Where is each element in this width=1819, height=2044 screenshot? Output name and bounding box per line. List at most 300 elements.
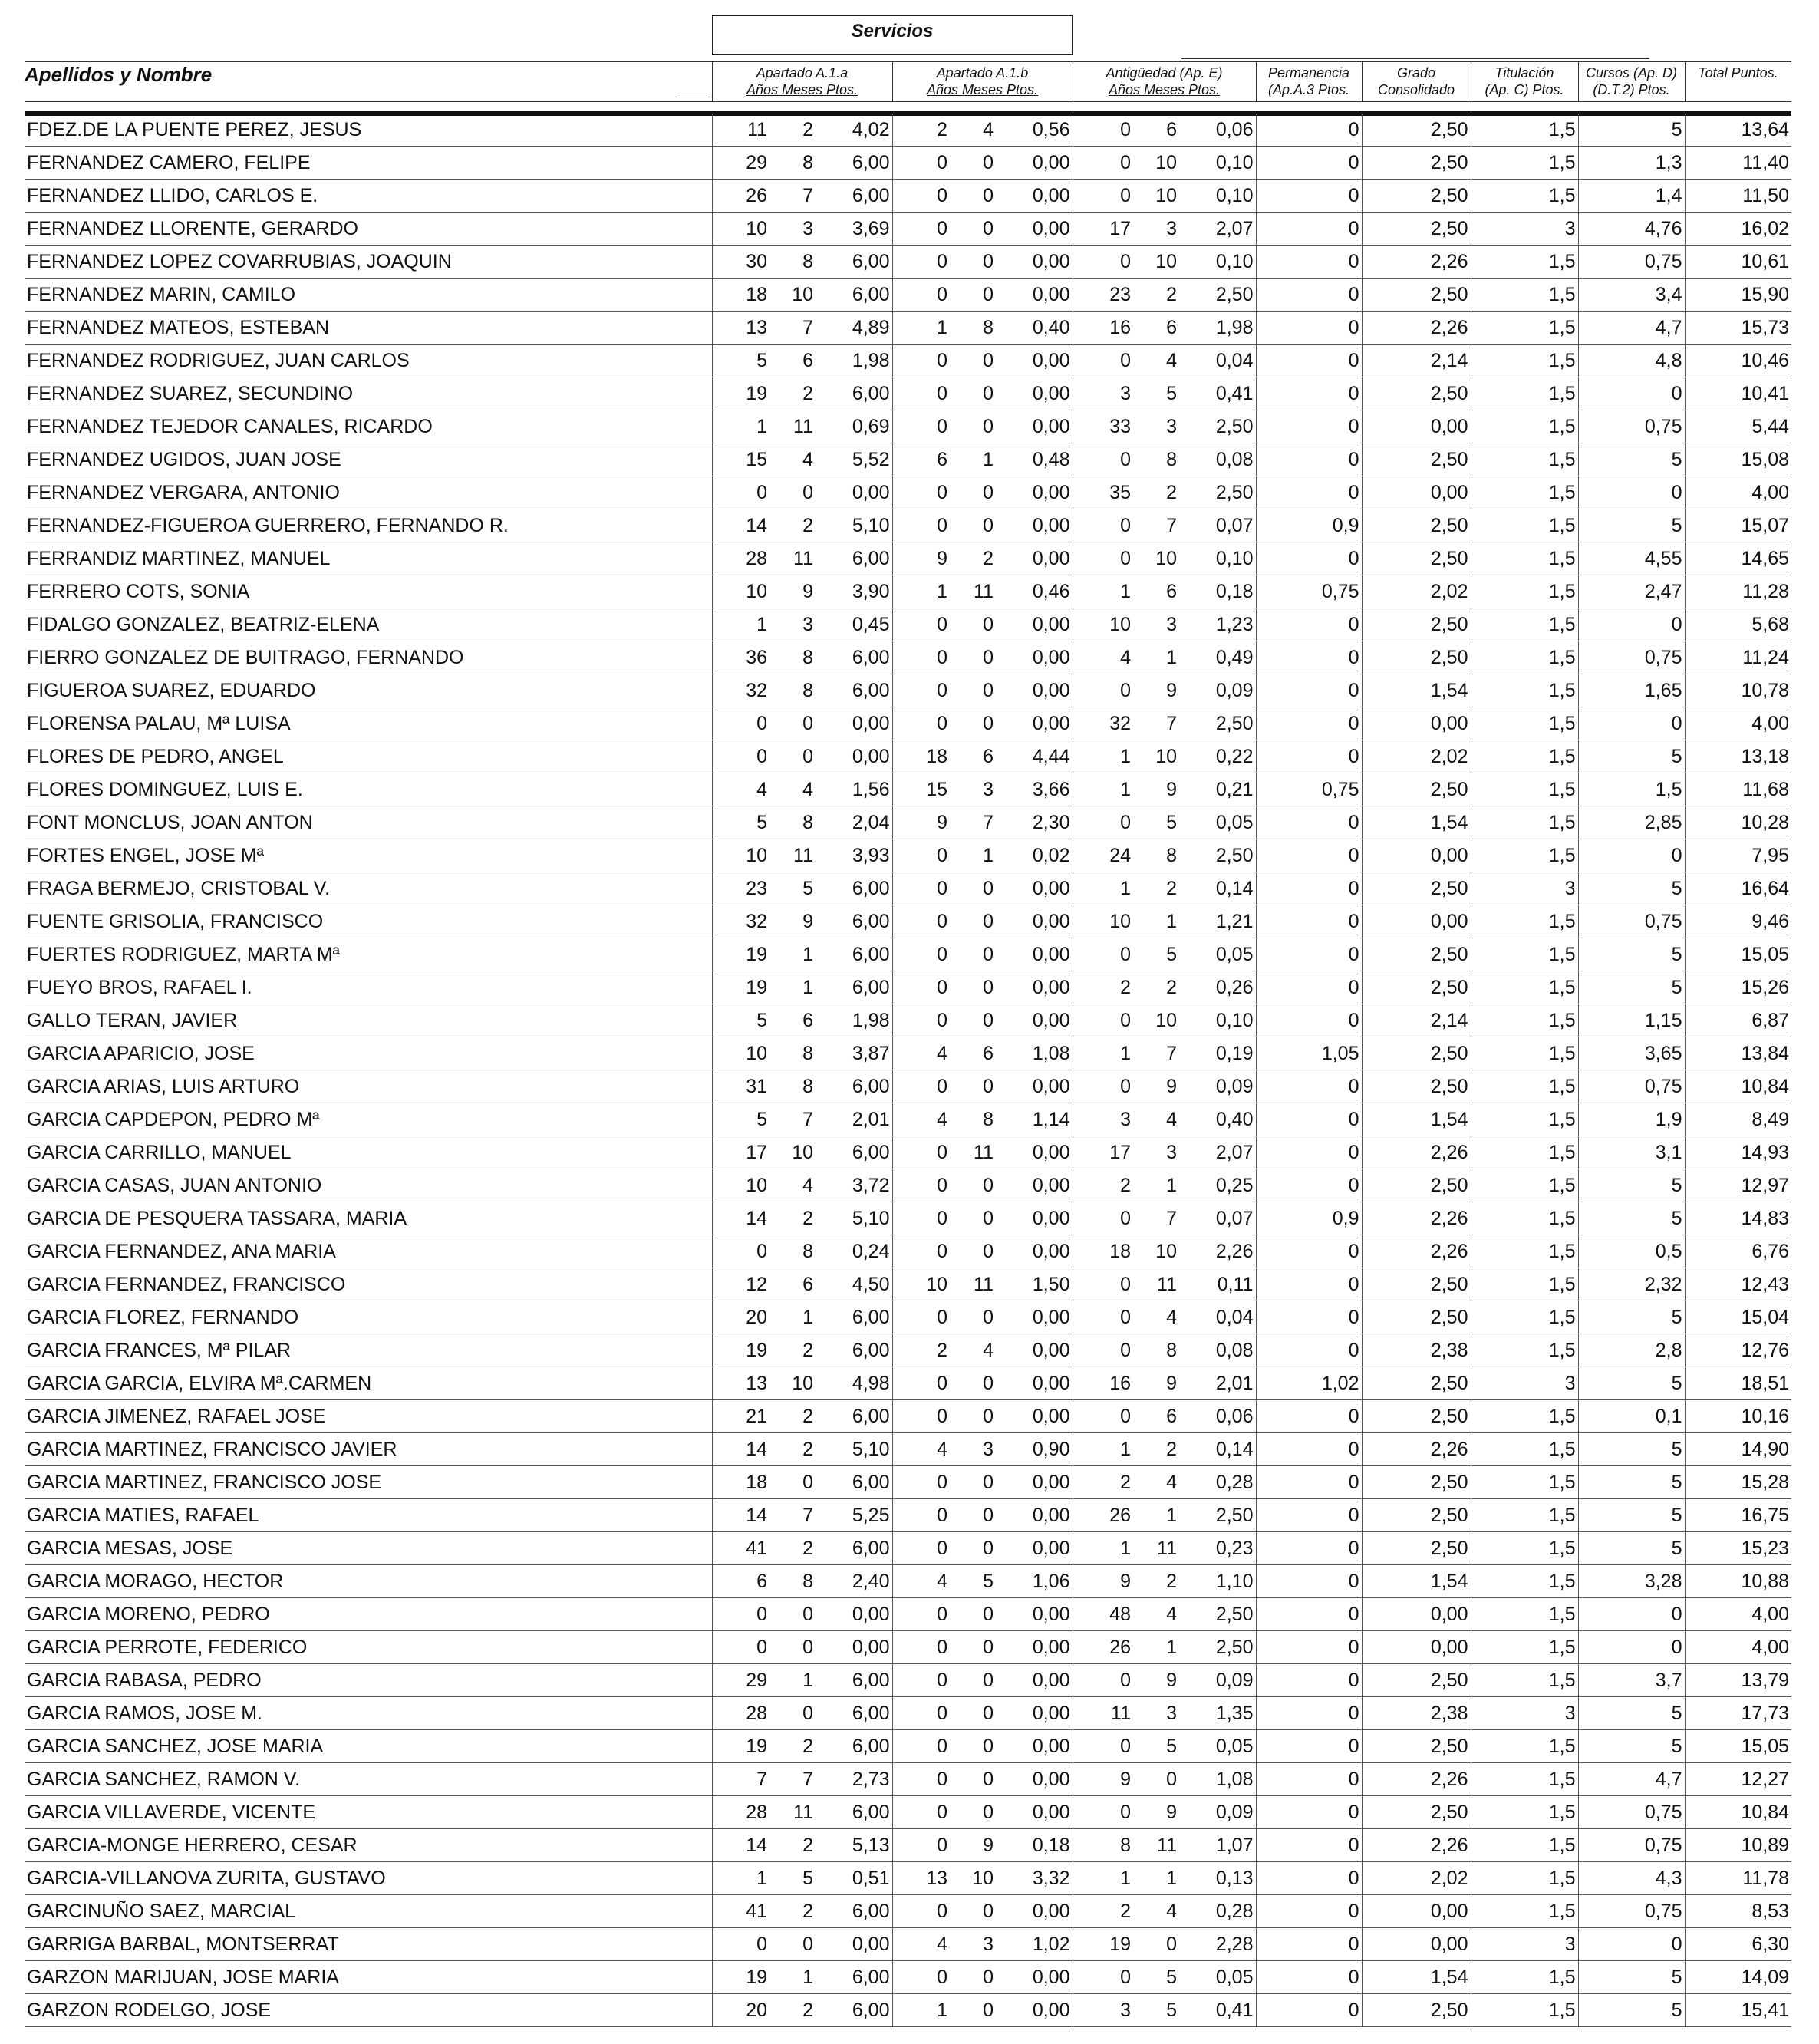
cell-grado: 2,50 bbox=[1362, 1070, 1471, 1103]
table-row bbox=[25, 1796, 1791, 1829]
cell-grado: 2,50 bbox=[1362, 1301, 1471, 1334]
cell-antig-meses: 3 bbox=[1133, 213, 1179, 246]
cell-a1a-ptos: 6,00 bbox=[816, 1994, 892, 2027]
cell-cursos: 5 bbox=[1578, 1169, 1685, 1202]
cell-total: 10,16 bbox=[1685, 1400, 1791, 1433]
cell-name: GARCIA DE PESQUERA TASSARA, MARIA bbox=[25, 1202, 712, 1235]
cell-a1a-ptos: 6,00 bbox=[816, 1697, 892, 1730]
cell-a1a-ptos: 6,00 bbox=[816, 542, 892, 575]
cell-a1a-ptos: 6,00 bbox=[816, 1466, 892, 1499]
cell-permanencia: 0 bbox=[1256, 740, 1362, 773]
cell-a1a-anos: 23 bbox=[712, 872, 769, 905]
cell-titulacion: 1,5 bbox=[1471, 1895, 1578, 1928]
cell-a1b-ptos: 0,00 bbox=[996, 1598, 1073, 1631]
cell-a1b-anos: 0 bbox=[892, 1532, 950, 1565]
cell-total: 15,05 bbox=[1685, 1730, 1791, 1763]
cell-a1b-ptos: 0,00 bbox=[996, 180, 1073, 213]
cell-antig-ptos: 2,50 bbox=[1179, 476, 1256, 509]
cell-total: 13,79 bbox=[1685, 1664, 1791, 1697]
cell-a1b-meses: 11 bbox=[950, 575, 996, 608]
cell-a1a-meses: 2 bbox=[769, 1433, 816, 1466]
cell-cursos: 5 bbox=[1578, 872, 1685, 905]
cell-antig-ptos: 1,07 bbox=[1179, 1829, 1256, 1862]
cell-total: 15,08 bbox=[1685, 443, 1791, 476]
cell-titulacion: 1,5 bbox=[1471, 1796, 1578, 1829]
cell-a1a-anos: 19 bbox=[712, 377, 769, 410]
cell-a1a-anos: 32 bbox=[712, 905, 769, 938]
cell-a1a-meses: 7 bbox=[769, 1499, 816, 1532]
cell-name: FIDALGO GONZALEZ, BEATRIZ-ELENA bbox=[25, 608, 712, 641]
cell-a1a-meses: 7 bbox=[769, 1763, 816, 1796]
cell-a1a-meses: 8 bbox=[769, 806, 816, 839]
scores-table bbox=[25, 114, 1791, 2027]
header-top-rule bbox=[25, 61, 1791, 62]
cell-a1a-anos: 10 bbox=[712, 1169, 769, 1202]
cell-a1b-ptos: 0,00 bbox=[996, 971, 1073, 1004]
cell-grado: 0,00 bbox=[1362, 905, 1471, 938]
cell-a1a-meses: 2 bbox=[769, 1730, 816, 1763]
cell-cursos: 0,75 bbox=[1578, 1829, 1685, 1862]
cell-antig-ptos: 0,10 bbox=[1179, 1004, 1256, 1037]
cell-name: GARCIA SANCHEZ, JOSE MARIA bbox=[25, 1730, 712, 1763]
cell-a1a-anos: 1 bbox=[712, 1862, 769, 1895]
cell-antig-anos: 0 bbox=[1073, 1202, 1133, 1235]
cell-a1a-anos: 19 bbox=[712, 1334, 769, 1367]
cell-grado: 2,50 bbox=[1362, 377, 1471, 410]
cell-antig-meses: 5 bbox=[1133, 1730, 1179, 1763]
cell-total: 15,23 bbox=[1685, 1532, 1791, 1565]
cell-a1a-meses: 8 bbox=[769, 1565, 816, 1598]
cell-titulacion: 1,5 bbox=[1471, 1499, 1578, 1532]
cell-a1b-anos: 0 bbox=[892, 1631, 950, 1664]
cell-a1a-ptos: 6,00 bbox=[816, 641, 892, 674]
cell-a1a-anos: 19 bbox=[712, 1961, 769, 1994]
cell-name: FLORENSA PALAU, Mª LUISA bbox=[25, 707, 712, 740]
cell-name: FLORES DE PEDRO, ANGEL bbox=[25, 740, 712, 773]
cell-antig-ptos: 0,08 bbox=[1179, 1334, 1256, 1367]
cell-permanencia: 0 bbox=[1256, 1004, 1362, 1037]
cell-a1a-ptos: 6,00 bbox=[816, 180, 892, 213]
cell-a1b-meses: 0 bbox=[950, 410, 996, 443]
cell-total: 17,73 bbox=[1685, 1697, 1791, 1730]
cell-name: GARCIA MORAGO, HECTOR bbox=[25, 1565, 712, 1598]
cell-a1a-meses: 11 bbox=[769, 542, 816, 575]
table-row bbox=[25, 1532, 1791, 1565]
cell-a1b-anos: 0 bbox=[892, 345, 950, 377]
cell-a1a-ptos: 0,00 bbox=[816, 740, 892, 773]
cell-antig-meses: 10 bbox=[1133, 740, 1179, 773]
cell-a1b-ptos: 1,14 bbox=[996, 1103, 1073, 1136]
cell-cursos: 0,75 bbox=[1578, 1895, 1685, 1928]
cell-grado: 0,00 bbox=[1362, 707, 1471, 740]
cell-titulacion: 1,5 bbox=[1471, 1598, 1578, 1631]
cell-a1b-meses: 7 bbox=[950, 806, 996, 839]
cell-grado: 2,26 bbox=[1362, 1136, 1471, 1169]
cell-a1a-ptos: 5,52 bbox=[816, 443, 892, 476]
cell-antig-meses: 9 bbox=[1133, 674, 1179, 707]
cell-a1b-meses: 0 bbox=[950, 971, 996, 1004]
cell-a1a-ptos: 6,00 bbox=[816, 1664, 892, 1697]
cell-name: FERNANDEZ MARIN, CAMILO bbox=[25, 279, 712, 312]
cell-a1b-ptos: 4,44 bbox=[996, 740, 1073, 773]
cell-cursos: 0 bbox=[1578, 608, 1685, 641]
table-row bbox=[25, 1763, 1791, 1796]
cell-a1a-anos: 7 bbox=[712, 1763, 769, 1796]
cell-antig-ptos: 1,10 bbox=[1179, 1565, 1256, 1598]
cell-a1b-anos: 0 bbox=[892, 377, 950, 410]
col-header-titulacion: Titulación (Ap. C) Ptos. bbox=[1485, 65, 1564, 97]
cell-antig-anos: 0 bbox=[1073, 938, 1133, 971]
cell-a1a-anos: 20 bbox=[712, 1994, 769, 2027]
cell-antig-anos: 17 bbox=[1073, 1136, 1133, 1169]
cell-antig-anos: 0 bbox=[1073, 180, 1133, 213]
cell-cursos: 4,7 bbox=[1578, 312, 1685, 345]
cell-antig-meses: 11 bbox=[1133, 1829, 1179, 1862]
cell-name: GARCIA MESAS, JOSE bbox=[25, 1532, 712, 1565]
cell-a1b-meses: 0 bbox=[950, 1169, 996, 1202]
cell-a1a-ptos: 6,00 bbox=[816, 1961, 892, 1994]
cell-cursos: 1,65 bbox=[1578, 674, 1685, 707]
cell-permanencia: 0 bbox=[1256, 905, 1362, 938]
cell-cursos: 5 bbox=[1578, 740, 1685, 773]
cell-total: 8,49 bbox=[1685, 1103, 1791, 1136]
cell-a1b-ptos: 3,32 bbox=[996, 1862, 1073, 1895]
cell-a1b-ptos: 0,00 bbox=[996, 1532, 1073, 1565]
table-row bbox=[25, 1895, 1791, 1928]
cell-antig-anos: 24 bbox=[1073, 839, 1133, 872]
cell-a1a-ptos: 6,00 bbox=[816, 1136, 892, 1169]
cell-a1b-anos: 0 bbox=[892, 1202, 950, 1235]
cell-cursos: 0,1 bbox=[1578, 1400, 1685, 1433]
cell-cursos: 4,3 bbox=[1578, 1862, 1685, 1895]
cell-total: 18,51 bbox=[1685, 1367, 1791, 1400]
cell-antig-meses: 4 bbox=[1133, 1466, 1179, 1499]
cell-a1b-meses: 11 bbox=[950, 1268, 996, 1301]
cell-a1a-anos: 26 bbox=[712, 180, 769, 213]
cell-antig-ptos: 1,98 bbox=[1179, 312, 1256, 345]
cell-titulacion: 1,5 bbox=[1471, 476, 1578, 509]
cell-titulacion: 1,5 bbox=[1471, 1466, 1578, 1499]
cell-a1a-anos: 17 bbox=[712, 1136, 769, 1169]
table-row bbox=[25, 180, 1791, 213]
table-row bbox=[25, 1400, 1791, 1433]
cell-a1a-ptos: 3,93 bbox=[816, 839, 892, 872]
cell-grado: 0,00 bbox=[1362, 839, 1471, 872]
cell-name: GARCIA CAPDEPON, PEDRO Mª bbox=[25, 1103, 712, 1136]
cell-antig-meses: 1 bbox=[1133, 905, 1179, 938]
cell-a1b-ptos: 0,00 bbox=[996, 1895, 1073, 1928]
cell-titulacion: 1,5 bbox=[1471, 839, 1578, 872]
cell-permanencia: 0 bbox=[1256, 476, 1362, 509]
cell-a1b-meses: 0 bbox=[950, 1730, 996, 1763]
col-header-a1a: Apartado A.1.a Años Meses Ptos. bbox=[746, 65, 858, 97]
cell-a1b-anos: 0 bbox=[892, 1070, 950, 1103]
cell-total: 13,18 bbox=[1685, 740, 1791, 773]
cell-antig-anos: 23 bbox=[1073, 279, 1133, 312]
cell-grado: 1,54 bbox=[1362, 1565, 1471, 1598]
col-header-total: Total Puntos. bbox=[1698, 65, 1778, 81]
cell-a1a-anos: 32 bbox=[712, 674, 769, 707]
cell-a1b-anos: 9 bbox=[892, 806, 950, 839]
cell-total: 11,24 bbox=[1685, 641, 1791, 674]
table-row bbox=[25, 674, 1791, 707]
cell-antig-anos: 0 bbox=[1073, 674, 1133, 707]
cell-a1b-meses: 0 bbox=[950, 1664, 996, 1697]
cell-total: 13,84 bbox=[1685, 1037, 1791, 1070]
cell-titulacion: 1,5 bbox=[1471, 707, 1578, 740]
cell-titulacion: 1,5 bbox=[1471, 1301, 1578, 1334]
cell-cursos: 5 bbox=[1578, 509, 1685, 542]
table-row bbox=[25, 938, 1791, 971]
cell-antig-meses: 9 bbox=[1133, 1367, 1179, 1400]
cell-a1b-ptos: 0,90 bbox=[996, 1433, 1073, 1466]
cell-a1a-meses: 8 bbox=[769, 246, 816, 279]
cell-name: GARCIA VILLAVERDE, VICENTE bbox=[25, 1796, 712, 1829]
cell-cursos: 4,8 bbox=[1578, 345, 1685, 377]
cell-titulacion: 1,5 bbox=[1471, 905, 1578, 938]
cell-titulacion: 1,5 bbox=[1471, 147, 1578, 180]
cell-cursos: 5 bbox=[1578, 1697, 1685, 1730]
cell-a1b-anos: 0 bbox=[892, 1697, 950, 1730]
cell-titulacion: 1,5 bbox=[1471, 1961, 1578, 1994]
cell-permanencia: 0 bbox=[1256, 1268, 1362, 1301]
cell-a1b-anos: 0 bbox=[892, 905, 950, 938]
cell-a1b-meses: 0 bbox=[950, 180, 996, 213]
cell-a1a-ptos: 4,98 bbox=[816, 1367, 892, 1400]
cell-titulacion: 1,5 bbox=[1471, 1862, 1578, 1895]
cell-antig-ptos: 2,50 bbox=[1179, 1598, 1256, 1631]
cell-cursos: 4,7 bbox=[1578, 1763, 1685, 1796]
cell-name: FERNANDEZ LLORENTE, GERARDO bbox=[25, 213, 712, 246]
cell-a1b-meses: 0 bbox=[950, 1532, 996, 1565]
cell-a1a-anos: 36 bbox=[712, 641, 769, 674]
cell-a1b-meses: 2 bbox=[950, 542, 996, 575]
cell-antig-anos: 3 bbox=[1073, 1994, 1133, 2027]
cell-name: GARCIA GARCIA, ELVIRA Mª.CARMEN bbox=[25, 1367, 712, 1400]
cell-titulacion: 1,5 bbox=[1471, 1400, 1578, 1433]
cell-permanencia: 0 bbox=[1256, 1499, 1362, 1532]
cell-a1a-meses: 11 bbox=[769, 410, 816, 443]
cell-a1a-meses: 3 bbox=[769, 608, 816, 641]
cell-antig-ptos: 0,18 bbox=[1179, 575, 1256, 608]
cell-name: GARRIGA BARBAL, MONTSERRAT bbox=[25, 1928, 712, 1961]
cell-a1b-anos: 1 bbox=[892, 1994, 950, 2027]
cell-a1b-anos: 9 bbox=[892, 542, 950, 575]
cell-name: FERNANDEZ LOPEZ COVARRUBIAS, JOAQUIN bbox=[25, 246, 712, 279]
cell-a1a-meses: 2 bbox=[769, 1334, 816, 1367]
cell-titulacion: 1,5 bbox=[1471, 345, 1578, 377]
cell-a1b-ptos: 0,00 bbox=[996, 542, 1073, 575]
cell-a1b-ptos: 0,00 bbox=[996, 938, 1073, 971]
cell-cursos: 0,75 bbox=[1578, 246, 1685, 279]
cell-antig-ptos: 0,41 bbox=[1179, 1994, 1256, 2027]
cell-cursos: 5 bbox=[1578, 1202, 1685, 1235]
cell-a1b-meses: 0 bbox=[950, 1895, 996, 1928]
cell-grado: 2,50 bbox=[1362, 1532, 1471, 1565]
cell-cursos: 1,3 bbox=[1578, 147, 1685, 180]
cell-grado: 2,26 bbox=[1362, 1235, 1471, 1268]
cell-permanencia: 0 bbox=[1256, 542, 1362, 575]
cell-name: GARCINUÑO SAEZ, MARCIAL bbox=[25, 1895, 712, 1928]
cell-antig-ptos: 0,10 bbox=[1179, 180, 1256, 213]
cell-permanencia: 0 bbox=[1256, 872, 1362, 905]
cell-a1b-ptos: 0,46 bbox=[996, 575, 1073, 608]
cell-grado: 2,50 bbox=[1362, 114, 1471, 147]
cell-permanencia: 0 bbox=[1256, 1895, 1362, 1928]
cell-name: FDEZ.DE LA PUENTE PEREZ, JESUS bbox=[25, 114, 712, 147]
cell-titulacion: 3 bbox=[1471, 1928, 1578, 1961]
cell-a1a-meses: 8 bbox=[769, 674, 816, 707]
cell-cursos: 0 bbox=[1578, 1598, 1685, 1631]
cell-a1b-anos: 4 bbox=[892, 1103, 950, 1136]
cell-total: 10,28 bbox=[1685, 806, 1791, 839]
cell-a1a-meses: 0 bbox=[769, 1928, 816, 1961]
cell-titulacion: 1,5 bbox=[1471, 1664, 1578, 1697]
table-row bbox=[25, 443, 1791, 476]
cell-permanencia: 0 bbox=[1256, 1697, 1362, 1730]
cell-a1a-anos: 28 bbox=[712, 542, 769, 575]
cell-a1b-ptos: 0,00 bbox=[996, 1070, 1073, 1103]
cell-antig-meses: 2 bbox=[1133, 872, 1179, 905]
cell-grado: 2,50 bbox=[1362, 971, 1471, 1004]
cell-a1a-meses: 11 bbox=[769, 839, 816, 872]
cell-a1b-meses: 0 bbox=[950, 1004, 996, 1037]
cell-a1a-anos: 14 bbox=[712, 1499, 769, 1532]
cell-a1b-ptos: 2,30 bbox=[996, 806, 1073, 839]
cell-antig-anos: 0 bbox=[1073, 1334, 1133, 1367]
cell-antig-ptos: 0,28 bbox=[1179, 1466, 1256, 1499]
cell-a1b-meses: 0 bbox=[950, 1763, 996, 1796]
cell-cursos: 0 bbox=[1578, 377, 1685, 410]
cell-a1b-anos: 4 bbox=[892, 1928, 950, 1961]
cell-permanencia: 0 bbox=[1256, 279, 1362, 312]
cell-a1a-anos: 20 bbox=[712, 1301, 769, 1334]
cell-total: 6,87 bbox=[1685, 1004, 1791, 1037]
cell-antig-anos: 2 bbox=[1073, 1895, 1133, 1928]
cell-total: 11,50 bbox=[1685, 180, 1791, 213]
cell-antig-meses: 1 bbox=[1133, 1169, 1179, 1202]
cell-cursos: 3,1 bbox=[1578, 1136, 1685, 1169]
cell-a1a-ptos: 5,25 bbox=[816, 1499, 892, 1532]
cell-total: 15,90 bbox=[1685, 279, 1791, 312]
cell-a1a-meses: 3 bbox=[769, 213, 816, 246]
cell-antig-anos: 19 bbox=[1073, 1928, 1133, 1961]
cell-a1b-meses: 0 bbox=[950, 1202, 996, 1235]
cell-a1a-ptos: 6,00 bbox=[816, 147, 892, 180]
cell-a1b-anos: 0 bbox=[892, 1829, 950, 1862]
cell-a1b-ptos: 0,00 bbox=[996, 1169, 1073, 1202]
cell-a1a-ptos: 0,00 bbox=[816, 1598, 892, 1631]
cell-permanencia: 0 bbox=[1256, 1565, 1362, 1598]
cell-antig-meses: 10 bbox=[1133, 1004, 1179, 1037]
cell-antig-meses: 9 bbox=[1133, 1796, 1179, 1829]
cell-grado: 2,26 bbox=[1362, 246, 1471, 279]
cell-grado: 2,26 bbox=[1362, 1763, 1471, 1796]
cell-permanencia: 0 bbox=[1256, 1301, 1362, 1334]
cell-a1b-ptos: 1,06 bbox=[996, 1565, 1073, 1598]
cell-antig-anos: 0 bbox=[1073, 1301, 1133, 1334]
cell-total: 11,78 bbox=[1685, 1862, 1791, 1895]
cell-antig-ptos: 0,07 bbox=[1179, 1202, 1256, 1235]
cell-a1b-anos: 4 bbox=[892, 1565, 950, 1598]
cell-total: 4,00 bbox=[1685, 476, 1791, 509]
cell-a1a-meses: 2 bbox=[769, 1895, 816, 1928]
cell-permanencia: 0 bbox=[1256, 377, 1362, 410]
cell-name: FERNANDEZ RODRIGUEZ, JUAN CARLOS bbox=[25, 345, 712, 377]
cell-permanencia: 0 bbox=[1256, 806, 1362, 839]
cell-antig-meses: 3 bbox=[1133, 1697, 1179, 1730]
cell-a1b-meses: 11 bbox=[950, 1136, 996, 1169]
cell-a1a-anos: 0 bbox=[712, 1928, 769, 1961]
cell-grado: 2,02 bbox=[1362, 575, 1471, 608]
cell-antig-anos: 0 bbox=[1073, 1268, 1133, 1301]
cell-permanencia: 0 bbox=[1256, 246, 1362, 279]
cell-a1a-meses: 2 bbox=[769, 377, 816, 410]
cell-antig-anos: 0 bbox=[1073, 1664, 1133, 1697]
cell-permanencia: 0 bbox=[1256, 345, 1362, 377]
cell-cursos: 5 bbox=[1578, 971, 1685, 1004]
cell-a1b-meses: 8 bbox=[950, 1103, 996, 1136]
cell-grado: 2,50 bbox=[1362, 641, 1471, 674]
cell-name: FERNANDEZ TEJEDOR CANALES, RICARDO bbox=[25, 410, 712, 443]
cell-a1b-ptos: 0,00 bbox=[996, 377, 1073, 410]
cell-total: 12,97 bbox=[1685, 1169, 1791, 1202]
cell-a1b-meses: 0 bbox=[950, 1961, 996, 1994]
name-column-header: Apellidos y Nombre bbox=[25, 63, 213, 86]
cell-grado: 0,00 bbox=[1362, 476, 1471, 509]
table-row bbox=[25, 575, 1791, 608]
cell-a1a-anos: 19 bbox=[712, 1730, 769, 1763]
cell-a1a-anos: 5 bbox=[712, 1103, 769, 1136]
cell-a1b-ptos: 0,00 bbox=[996, 1664, 1073, 1697]
cell-a1b-ptos: 0,00 bbox=[996, 1499, 1073, 1532]
cell-cursos: 4,76 bbox=[1578, 213, 1685, 246]
cell-antig-meses: 9 bbox=[1133, 1664, 1179, 1697]
cell-a1b-ptos: 0,00 bbox=[996, 1202, 1073, 1235]
cell-cursos: 2,85 bbox=[1578, 806, 1685, 839]
cell-name: FLORES DOMINGUEZ, LUIS E. bbox=[25, 773, 712, 806]
cell-a1a-ptos: 1,56 bbox=[816, 773, 892, 806]
cell-antig-anos: 35 bbox=[1073, 476, 1133, 509]
cell-a1a-anos: 29 bbox=[712, 147, 769, 180]
cell-titulacion: 1,5 bbox=[1471, 1631, 1578, 1664]
col-header-a1b: Apartado A.1.b Años Meses Ptos. bbox=[926, 65, 1039, 97]
cell-permanencia: 0 bbox=[1256, 1103, 1362, 1136]
cell-total: 15,26 bbox=[1685, 971, 1791, 1004]
col-header-permanencia: Permanencia (Ap.A.3 Ptos. bbox=[1267, 65, 1350, 97]
cell-total: 10,41 bbox=[1685, 377, 1791, 410]
cell-titulacion: 1,5 bbox=[1471, 938, 1578, 971]
table-row bbox=[25, 1334, 1791, 1367]
table-row bbox=[25, 410, 1791, 443]
cell-antig-ptos: 0,10 bbox=[1179, 542, 1256, 575]
cell-permanencia: 0 bbox=[1256, 114, 1362, 147]
cell-antig-anos: 10 bbox=[1073, 905, 1133, 938]
cell-a1a-ptos: 3,87 bbox=[816, 1037, 892, 1070]
cell-antig-anos: 0 bbox=[1073, 147, 1133, 180]
cell-a1b-meses: 10 bbox=[950, 1862, 996, 1895]
cell-antig-meses: 0 bbox=[1133, 1928, 1179, 1961]
cell-name: GARCIA ARIAS, LUIS ARTURO bbox=[25, 1070, 712, 1103]
cell-a1b-anos: 0 bbox=[892, 1796, 950, 1829]
cell-permanencia: 0 bbox=[1256, 938, 1362, 971]
cell-antig-anos: 1 bbox=[1073, 1037, 1133, 1070]
cell-a1b-ptos: 0,00 bbox=[996, 1004, 1073, 1037]
table-row bbox=[25, 872, 1791, 905]
cell-antig-ptos: 0,09 bbox=[1179, 1796, 1256, 1829]
cell-permanencia: 0 bbox=[1256, 1598, 1362, 1631]
cell-a1a-anos: 14 bbox=[712, 1829, 769, 1862]
